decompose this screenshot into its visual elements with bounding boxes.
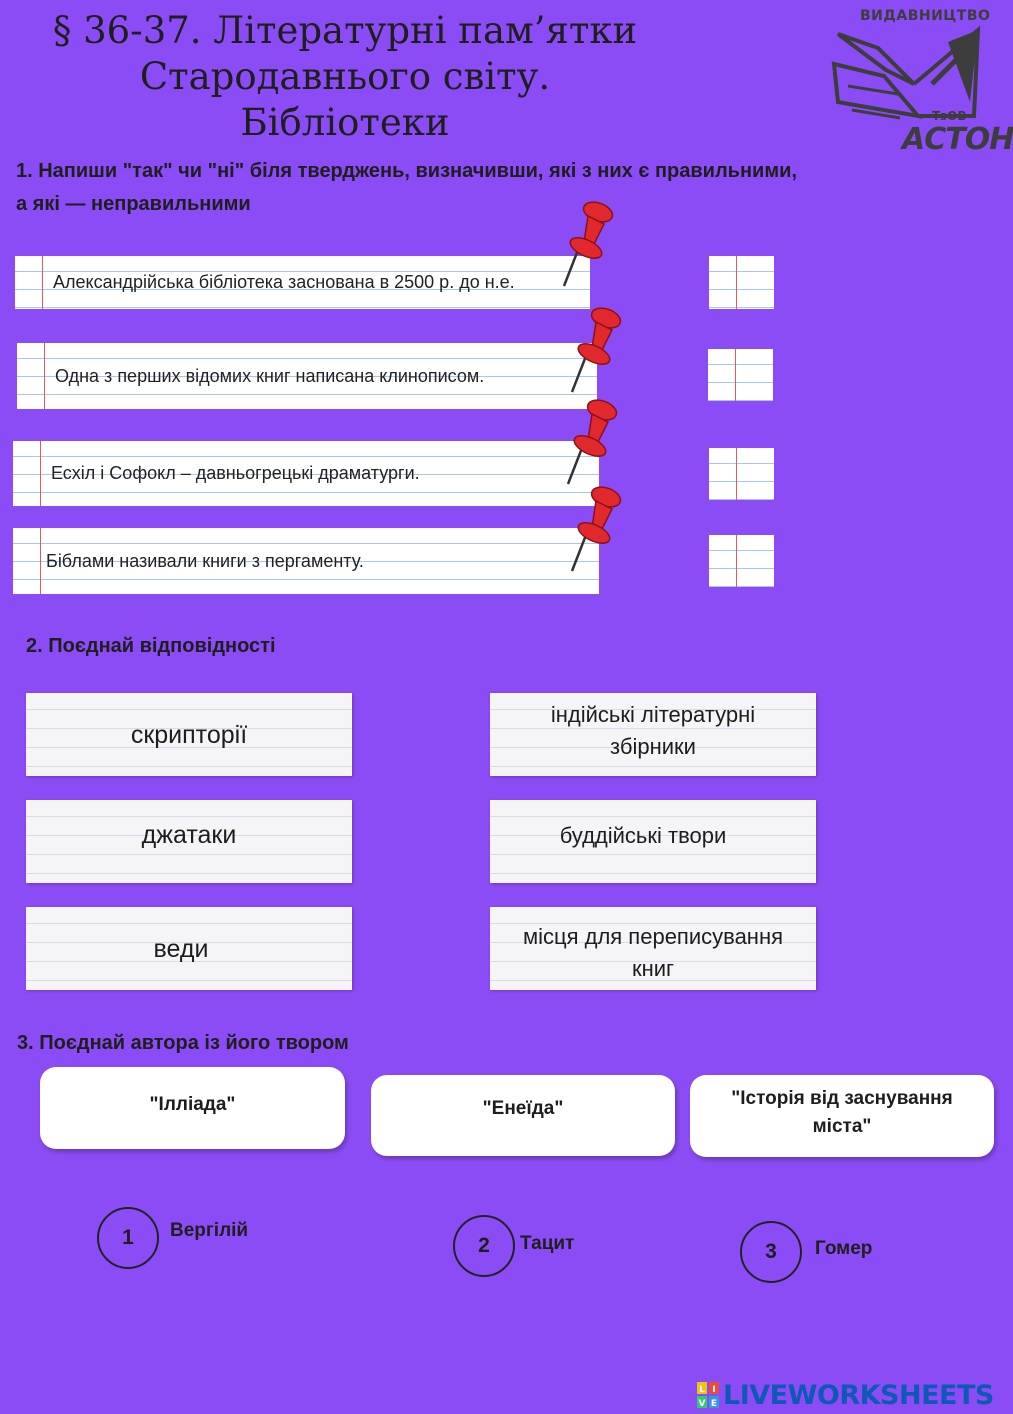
match-left-label: веди [153,934,209,963]
title-line-1: § 36-37. Літературні пам’ятки [52,9,638,52]
margin-line [736,535,737,587]
task1-heading-line-2: а які — неправильними [16,193,251,215]
margin-line [42,256,43,309]
match-left-label: джатаки [141,820,237,849]
statement-strip-4 [13,528,599,594]
match-right-item-2[interactable] [490,800,816,883]
match-left-label: скрипторії [130,720,248,749]
match-right-item-3[interactable] [490,907,816,990]
answer-field-4[interactable] [709,535,774,587]
push-pin-icon [566,304,622,396]
margin-line [44,343,45,409]
liveworksheets-logo[interactable] [697,1379,994,1411]
statement-strip-2 [17,343,597,409]
author-name-3[interactable]: Гомер [815,1238,873,1259]
statement-strip-1 [15,256,590,309]
author-name-2[interactable]: Тацит [520,1233,575,1254]
work-title: "Історія від заснування міста" [731,1088,953,1137]
answer-field-2[interactable] [708,349,773,401]
statement-text: Одна з перших відомих книг написана клинописом. [55,365,485,386]
title-line-3: Бібліотеки [240,101,450,144]
liveworksheets-wordmark: LIVEWORKSHEETS [723,1379,994,1411]
margin-line [736,448,737,500]
author-name-1[interactable]: Вергілій [170,1220,249,1241]
match-left-item-1[interactable] [26,693,352,776]
match-right-label: місця для переписування книг [522,923,784,981]
work-card-1[interactable] [40,1067,345,1149]
match-right-item-1[interactable] [490,693,816,776]
task3-heading: 3. Поєднай автора із його твором [17,1032,349,1054]
page-title [30,8,660,146]
task1-heading-line-1: 1. Напиши "так" чи "ні" біля тверджень, визначивши, які з них є правильними, [16,160,797,182]
svg-text:E: E [710,1399,718,1409]
svg-text:I: I [712,1385,716,1395]
statement-text: Біблами називали книги з пергаменту. [46,550,364,571]
push-pin-icon [566,483,622,575]
work-card-2[interactable] [371,1075,675,1156]
svg-text:L: L [699,1385,705,1395]
answer-field-3[interactable] [709,448,774,500]
statement-text: Есхіл і Софокл – давньогрецькі драматурги. [51,463,420,483]
work-title: "Енеїда" [482,1098,564,1119]
match-left-item-3[interactable] [26,907,352,990]
work-card-3[interactable] [690,1075,994,1157]
margin-line [736,256,737,309]
title-line-2: Стародавнього світу. [139,55,551,98]
publisher-label: ВИДАВНИЦТВО [860,8,991,24]
margin-line [40,441,41,506]
liveworksheets-icon [697,1382,719,1408]
author-number-3: 3 [740,1221,802,1283]
margin-line [735,349,736,401]
push-pin-icon [558,198,614,290]
task2-heading: 2. Поєднай відповідності [26,635,276,657]
margin-line [40,528,41,594]
match-right-label: індійські літературні збірники [550,701,756,759]
publisher-logo [828,6,1013,158]
answer-field-1[interactable] [709,256,774,309]
publisher-name: АСТОН [902,122,1013,157]
author-number-1: 1 [97,1207,159,1269]
task1-heading [16,155,976,221]
match-left-item-2[interactable] [26,800,352,883]
svg-text:V: V [698,1399,706,1409]
publisher-form: ТзОВ [932,109,967,123]
author-number-2: 2 [453,1215,515,1277]
statement-strip-3 [13,441,599,506]
work-title: "Ілліада" [149,1094,236,1115]
match-right-label: буддійські твори [559,822,727,848]
statement-text: Александрійська бібліотека заснована в 2500 р. до н.е. [53,272,515,292]
push-pin-icon [562,396,618,488]
